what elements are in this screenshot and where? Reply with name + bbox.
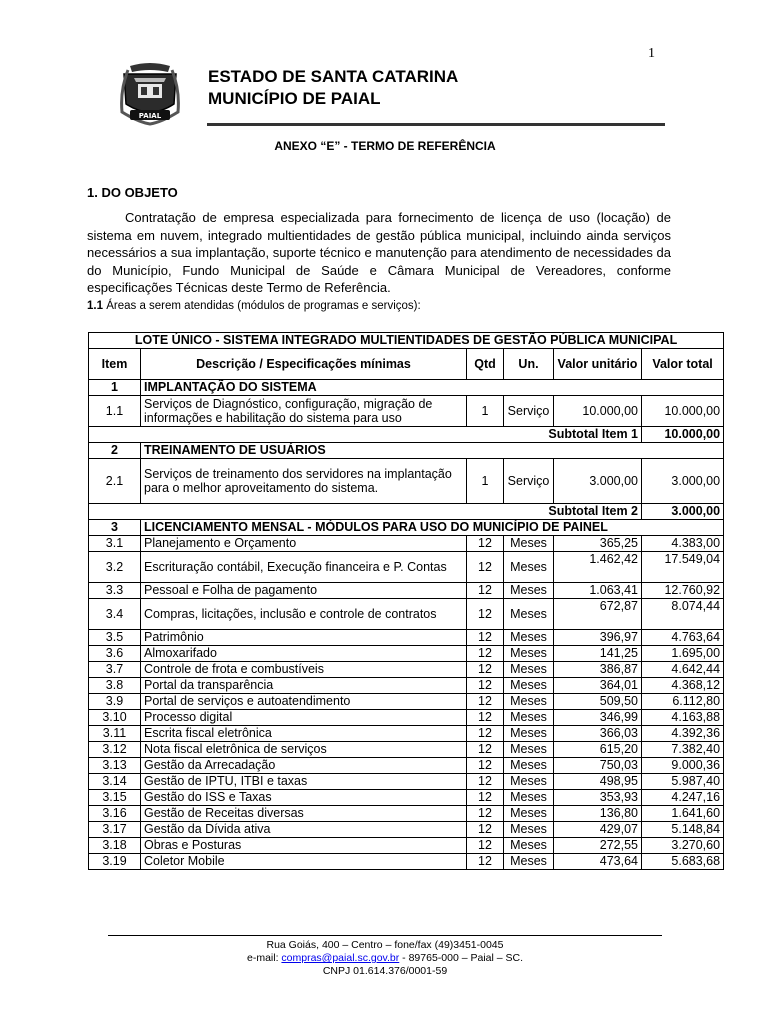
row-description: Gestão da Arrecadação [141,758,467,774]
row-unit-value: 396,97 [554,630,642,646]
row-qtd: 12 [467,599,504,630]
row-total: 1.641,60 [642,806,724,822]
pricing-table [88,332,724,870]
lot-title: LOTE ÚNICO - SISTEMA INTEGRADO MULTIENTIDADES DE GESTÃO PÚBLICA MUNICIPAL [89,333,724,349]
row-qtd: 12 [467,583,504,599]
row-description: Almoxarifado [141,646,467,662]
row-qtd: 12 [467,552,504,583]
row-unit: Meses [504,662,554,678]
row-description: Escrituração contábil, Execução financeira e P. Contas [141,552,467,583]
row-unit-value: 364,01 [554,678,642,694]
row-item: 3.16 [89,806,141,822]
row-unit-value: 672,87 [554,599,642,630]
row-total: 3.000,00 [642,459,724,504]
row-total: 8.074,44 [642,599,724,630]
row-description: Gestão do ISS e Taxas [141,790,467,806]
row-unit: Meses [504,774,554,790]
row-description: Portal da transparência [141,678,467,694]
row-description: Planejamento e Orçamento [141,536,467,552]
row-unit: Meses [504,790,554,806]
row-qtd: 12 [467,790,504,806]
table-row [89,459,724,504]
row-unit-value: 3.000,00 [554,459,642,504]
row-description: Pessoal e Folha de pagamento [141,583,467,599]
row-total: 5.987,40 [642,774,724,790]
row-description: Processo digital [141,710,467,726]
row-item: 3.1 [89,536,141,552]
row-unit-value: 386,87 [554,662,642,678]
state-name: ESTADO DE SANTA CATARINA [208,67,459,86]
row-item: 3.5 [89,630,141,646]
page-number: 1 [648,46,655,61]
group-number: 1 [89,380,141,396]
row-qtd: 1 [467,396,504,427]
row-total: 7.382,40 [642,742,724,758]
row-description: Escrita fiscal eletrônica [141,726,467,742]
row-qtd: 12 [467,646,504,662]
row-unit-value: 615,20 [554,742,642,758]
licensing-rows [89,536,724,870]
table-row [89,662,724,678]
subtotal-label: Subtotal Item 1 [89,427,642,443]
row-qtd: 12 [467,694,504,710]
table-row [89,854,724,870]
annex-title: ANEXO “E” - TERMO DE REFERÊNCIA [274,139,496,153]
header-divider [207,123,665,126]
row-item: 3.11 [89,726,141,742]
row-item: 3.3 [89,583,141,599]
row-unit: Serviço [504,396,554,427]
footer-address: Rua Goiás, 400 – Centro – fone/fax (49)3451-0045 [266,939,504,951]
row-total: 4.642,44 [642,662,724,678]
table-row [89,396,724,427]
row-qtd: 12 [467,710,504,726]
municipal-crest-logo [108,60,192,128]
row-unit: Meses [504,726,554,742]
footer-divider [108,935,662,936]
table-row [89,710,724,726]
row-total: 9.000,36 [642,758,724,774]
section-title: 1. DO OBJETO [87,185,178,200]
table-row [89,694,724,710]
table-row [89,536,724,552]
group-number: 3 [89,520,141,536]
header-unit-value: Valor unitário [554,349,642,380]
row-description: Compras, licitações, inclusão e controle de contratos [141,599,467,630]
row-description: Obras e Posturas [141,838,467,854]
row-unit-value: 750,03 [554,758,642,774]
row-total: 5.683,68 [642,854,724,870]
row-unit-value: 141,25 [554,646,642,662]
row-qtd: 12 [467,774,504,790]
row-item: 1.1 [89,396,141,427]
row-unit-value: 498,95 [554,774,642,790]
row-item: 3.13 [89,758,141,774]
header-qtd: Qtd [467,349,504,380]
group-title: TREINAMENTO DE USUÁRIOS [141,443,724,459]
row-unit: Meses [504,854,554,870]
row-unit: Meses [504,758,554,774]
row-unit: Meses [504,599,554,630]
row-qtd: 12 [467,536,504,552]
row-unit: Meses [504,536,554,552]
group-row [89,380,724,396]
row-total: 4.163,88 [642,710,724,726]
row-total: 12.760,92 [642,583,724,599]
row-description: Coletor Mobile [141,854,467,870]
row-item: 2.1 [89,459,141,504]
row-total: 4.392,36 [642,726,724,742]
row-unit-value: 509,50 [554,694,642,710]
row-total: 6.112,80 [642,694,724,710]
row-description: Patrimônio [141,630,467,646]
row-unit: Meses [504,630,554,646]
row-qtd: 12 [467,822,504,838]
row-unit-value: 136,80 [554,806,642,822]
row-unit-value: 365,25 [554,536,642,552]
row-unit: Meses [504,822,554,838]
subtotal-value: 10.000,00 [642,427,724,443]
row-qtd: 12 [467,630,504,646]
table-row [89,599,724,630]
group-title: LICENCIAMENTO MENSAL - MÓDULOS PARA USO DO MUNICÍPIO DE PAINEL [141,520,724,536]
row-unit-value: 1.462,42 [554,552,642,583]
row-unit: Meses [504,694,554,710]
row-item: 3.7 [89,662,141,678]
table-row [89,758,724,774]
table-row [89,678,724,694]
header-total-value: Valor total [642,349,724,380]
table-row [89,838,724,854]
row-total: 4.368,12 [642,678,724,694]
table-row [89,726,724,742]
row-unit: Meses [504,552,554,583]
row-qtd: 12 [467,806,504,822]
row-description: Gestão de IPTU, ITBI e taxas [141,774,467,790]
row-description: Controle de frota e combustíveis [141,662,467,678]
row-unit: Serviço [504,459,554,504]
row-total: 1.695,00 [642,646,724,662]
row-description: Gestão de Receitas diversas [141,806,467,822]
row-qtd: 12 [467,662,504,678]
row-qtd: 12 [467,678,504,694]
row-description: Gestão da Dívida ativa [141,822,467,838]
row-item: 3.9 [89,694,141,710]
table-row [89,806,724,822]
table-row [89,742,724,758]
row-total: 3.270,60 [642,838,724,854]
row-unit-value: 473,64 [554,854,642,870]
row-total: 4.763,64 [642,630,724,646]
row-unit: Meses [504,838,554,854]
row-description: Serviços de Diagnóstico, configuração, migração de informações e habilitação do sistema para uso [141,396,467,427]
object-paragraph: Contratação de empresa especializada para fornecimento de licença de uso (locação) de sistema em nuvem, integrado multientidades de gestão pública municipal, incluindo ainda serviços necessários a sua implantação, suporte técnico e manutenção para atendimento de necessidades da do Município, Fundo Municipal de Saúde e Câmara Municipal de Vereadores, conforme especificações Técnicas deste Termo de Referência. [87,210,671,296]
row-unit-value: 429,07 [554,822,642,838]
subsection-caption: 1.1 Áreas a serem atendidas (módulos de programas e serviços): [87,300,421,312]
row-unit: Meses [504,646,554,662]
row-qtd: 12 [467,838,504,854]
row-item: 3.4 [89,599,141,630]
table-row [89,552,724,583]
table-row [89,774,724,790]
group-number: 2 [89,443,141,459]
subtotal-label: Subtotal Item 2 [89,504,642,520]
row-item: 3.14 [89,774,141,790]
row-unit: Meses [504,710,554,726]
table-row [89,822,724,838]
row-total: 4.383,00 [642,536,724,552]
header-description: Descrição / Especificações mínimas [141,349,467,380]
row-item: 3.17 [89,822,141,838]
row-total: 5.148,84 [642,822,724,838]
footer-email-line: e-mail: compras@paial.sc.gov.br - 89765-000 – Paial – SC. [246,952,524,964]
group-title: IMPLANTAÇÃO DO SISTEMA [141,380,724,396]
row-description: Portal de serviços e autoatendimento [141,694,467,710]
header-item: Item [89,349,141,380]
row-item: 3.19 [89,854,141,870]
table-header-row [89,349,724,380]
subtotal-row [89,504,724,520]
row-unit-value: 1.063,41 [554,583,642,599]
subtotal-row [89,427,724,443]
row-qtd: 12 [467,742,504,758]
row-item: 3.12 [89,742,141,758]
row-description: Serviços de treinamento dos servidores na implantação para o melhor aproveitamento do sistema. [141,459,467,504]
row-total: 4.247,16 [642,790,724,806]
svg-text:PAIAL: PAIAL [138,112,162,120]
subtotal-value: 3.000,00 [642,504,724,520]
row-qtd: 12 [467,854,504,870]
footer-cnpj: CNPJ 01.614.376/0001-59 [322,965,448,977]
row-item: 3.2 [89,552,141,583]
row-total: 17.549,04 [642,552,724,583]
municipality-name: MUNICÍPIO DE PAIAL [208,89,381,108]
row-qtd: 12 [467,758,504,774]
row-qtd: 1 [467,459,504,504]
row-unit: Meses [504,583,554,599]
row-unit: Meses [504,742,554,758]
row-total: 10.000,00 [642,396,724,427]
row-item: 3.18 [89,838,141,854]
row-description: Nota fiscal eletrônica de serviços [141,742,467,758]
row-unit-value: 353,93 [554,790,642,806]
table-row [89,630,724,646]
row-unit-value: 10.000,00 [554,396,642,427]
row-item: 3.15 [89,790,141,806]
table-row [89,790,724,806]
row-item: 3.8 [89,678,141,694]
footer-email-link[interactable]: compras@paial.sc.gov.br [281,952,400,964]
row-item: 3.6 [89,646,141,662]
row-qtd: 12 [467,726,504,742]
row-unit-value: 346,99 [554,710,642,726]
row-unit-value: 366,03 [554,726,642,742]
table-row [89,583,724,599]
table-title-row [89,333,724,349]
row-unit: Meses [504,678,554,694]
row-unit-value: 272,55 [554,838,642,854]
row-unit: Meses [504,806,554,822]
group-row [89,520,724,536]
header-unit: Un. [504,349,554,380]
row-item: 3.10 [89,710,141,726]
table-row [89,646,724,662]
group-row [89,443,724,459]
